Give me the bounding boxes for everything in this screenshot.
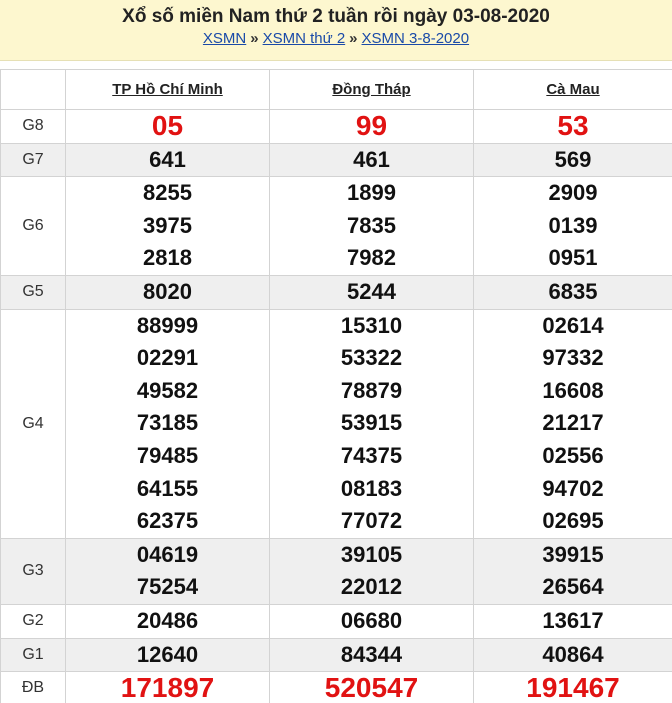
prize-row-g6: [1, 177, 672, 276]
prize-cell-dong-thap: [270, 110, 474, 144]
prize-number: 6835: [548, 278, 598, 304]
page-header: [0, 0, 672, 61]
prize-number: 64155: [136, 475, 199, 501]
prize-cell-hcm: [66, 538, 270, 604]
prize-row-g3: [1, 538, 672, 604]
prize-number: 461: [353, 146, 390, 172]
prize-number: 20486: [136, 607, 199, 633]
prize-cell-ca-mau: [474, 672, 672, 703]
prize-number: 88999: [136, 312, 199, 338]
prize-row-g4: [1, 309, 672, 538]
prize-number: 53915: [340, 410, 403, 436]
prize-cell-dong-thap: [270, 309, 474, 538]
prize-cell-hcm: [66, 309, 270, 538]
prize-cell-dong-thap: [270, 143, 474, 177]
prize-cell-ca-mau: [474, 638, 672, 672]
prize-number: 75254: [136, 574, 199, 600]
prize-number: 99: [355, 110, 388, 141]
prize-cell-ca-mau: [474, 309, 672, 538]
prize-number: 8255: [143, 180, 192, 206]
prize-number: 49582: [136, 377, 199, 403]
prize-number: 569: [554, 146, 592, 172]
prize-cell-dong-thap: [270, 177, 474, 276]
prize-number: 520547: [324, 672, 419, 703]
breadcrumb-link-xsmn-date[interactable]: XSMN 3-8-2020: [361, 30, 470, 47]
prize-label: ĐB: [1, 672, 66, 703]
prize-label: G3: [1, 538, 66, 604]
breadcrumb-link-xsmn-thu-2[interactable]: XSMN thứ 2: [262, 30, 346, 47]
prize-number: 641: [149, 146, 186, 172]
prize-number: 94702: [542, 475, 604, 501]
prize-cell-hcm: [66, 275, 270, 309]
prize-number: 53322: [340, 345, 403, 371]
prize-number: 77072: [340, 508, 403, 534]
prize-number: 84344: [340, 641, 403, 667]
prize-row-g2: [1, 604, 672, 638]
prize-cell-ca-mau: [474, 538, 672, 604]
province-link-hcm[interactable]: TP Hồ Chí Minh: [112, 81, 223, 98]
prize-number: 2818: [143, 245, 192, 271]
prize-number: 39105: [340, 541, 403, 567]
prize-number: 22012: [340, 574, 403, 600]
prize-row-g1: [1, 638, 672, 672]
prize-number: 5244: [347, 278, 396, 304]
prize-number: 16608: [542, 377, 604, 403]
breadcrumb: [0, 29, 672, 49]
prize-number: 02695: [542, 508, 604, 534]
prize-number: 26564: [542, 574, 604, 600]
prize-number: 2909: [548, 180, 598, 206]
results-table: [0, 69, 672, 703]
prize-number: 7982: [347, 245, 396, 271]
prize-number: 62375: [136, 508, 199, 534]
prize-number: 97332: [542, 345, 604, 371]
prize-number: 06680: [340, 607, 403, 633]
prize-number: 79485: [136, 442, 199, 468]
prize-number: 15310: [340, 312, 403, 338]
prize-number: 02614: [542, 312, 604, 338]
prize-cell-hcm: [66, 110, 270, 144]
prize-cell-ca-mau: [474, 177, 672, 276]
prize-number: 171897: [120, 672, 215, 703]
prize-number: 02291: [136, 345, 199, 371]
prize-number: 3975: [143, 212, 192, 238]
prize-number: 53: [557, 110, 589, 141]
prize-label: G7: [1, 143, 66, 177]
province-link-dong-thap[interactable]: Đồng Tháp: [332, 81, 411, 98]
prize-label: G4: [1, 309, 66, 538]
prize-cell-dong-thap: [270, 275, 474, 309]
prize-number: 1899: [347, 180, 396, 206]
prize-cell-hcm: [66, 143, 270, 177]
prize-number: 0951: [548, 245, 598, 271]
prize-label: G8: [1, 110, 66, 144]
prize-number: 08183: [340, 475, 403, 501]
prize-number: 8020: [143, 278, 192, 304]
prize-cell-ca-mau: [474, 143, 672, 177]
prize-cell-hcm: [66, 604, 270, 638]
prize-row-g8: [1, 110, 672, 144]
prize-label: G5: [1, 275, 66, 309]
prize-row-đb: [1, 672, 672, 703]
prize-number: 40864: [542, 641, 604, 667]
prize-label: G6: [1, 177, 66, 276]
prize-cell-dong-thap: [270, 538, 474, 604]
prize-label: G2: [1, 604, 66, 638]
prize-number: 78879: [340, 377, 403, 403]
breadcrumb-separator: »: [349, 30, 358, 47]
prize-number: 74375: [340, 442, 403, 468]
page-title: Xổ số miền Nam thứ 2 tuần rồi ngày 03-08-2020: [122, 6, 550, 27]
prize-number: 04619: [136, 541, 199, 567]
prize-cell-dong-thap: [270, 638, 474, 672]
prize-cell-ca-mau: [474, 275, 672, 309]
prize-number: 13617: [542, 607, 604, 633]
prize-row-g5: [1, 275, 672, 309]
prize-number: 21217: [542, 410, 604, 436]
breadcrumb-separator: »: [250, 30, 259, 47]
prize-number: 39915: [542, 541, 604, 567]
prize-number: 73185: [136, 410, 199, 436]
prize-cell-ca-mau: [474, 604, 672, 638]
table-header-row: [1, 70, 672, 110]
prize-cell-ca-mau: [474, 110, 672, 144]
province-header-hcm: [66, 70, 270, 110]
prize-number: 0139: [548, 212, 598, 238]
prize-number: 12640: [136, 641, 199, 667]
prize-number: 191467: [526, 672, 620, 703]
province-link-ca-mau[interactable]: Cà Mau: [546, 81, 600, 98]
prize-number: 7835: [347, 212, 396, 238]
prize-cell-hcm: [66, 638, 270, 672]
prize-row-g7: [1, 143, 672, 177]
province-header-dong-thap: [270, 70, 474, 110]
prize-cell-dong-thap: [270, 604, 474, 638]
prize-cell-hcm: [66, 177, 270, 276]
prize-cell-dong-thap: [270, 672, 474, 703]
prize-number: 05: [151, 110, 184, 141]
prize-cell-hcm: [66, 672, 270, 703]
prize-number: 02556: [542, 442, 604, 468]
prize-label: G1: [1, 638, 66, 672]
province-header-ca-mau: [474, 70, 672, 110]
prize-column-header: [1, 70, 66, 110]
breadcrumb-link-xsmn[interactable]: XSMN: [202, 30, 247, 47]
